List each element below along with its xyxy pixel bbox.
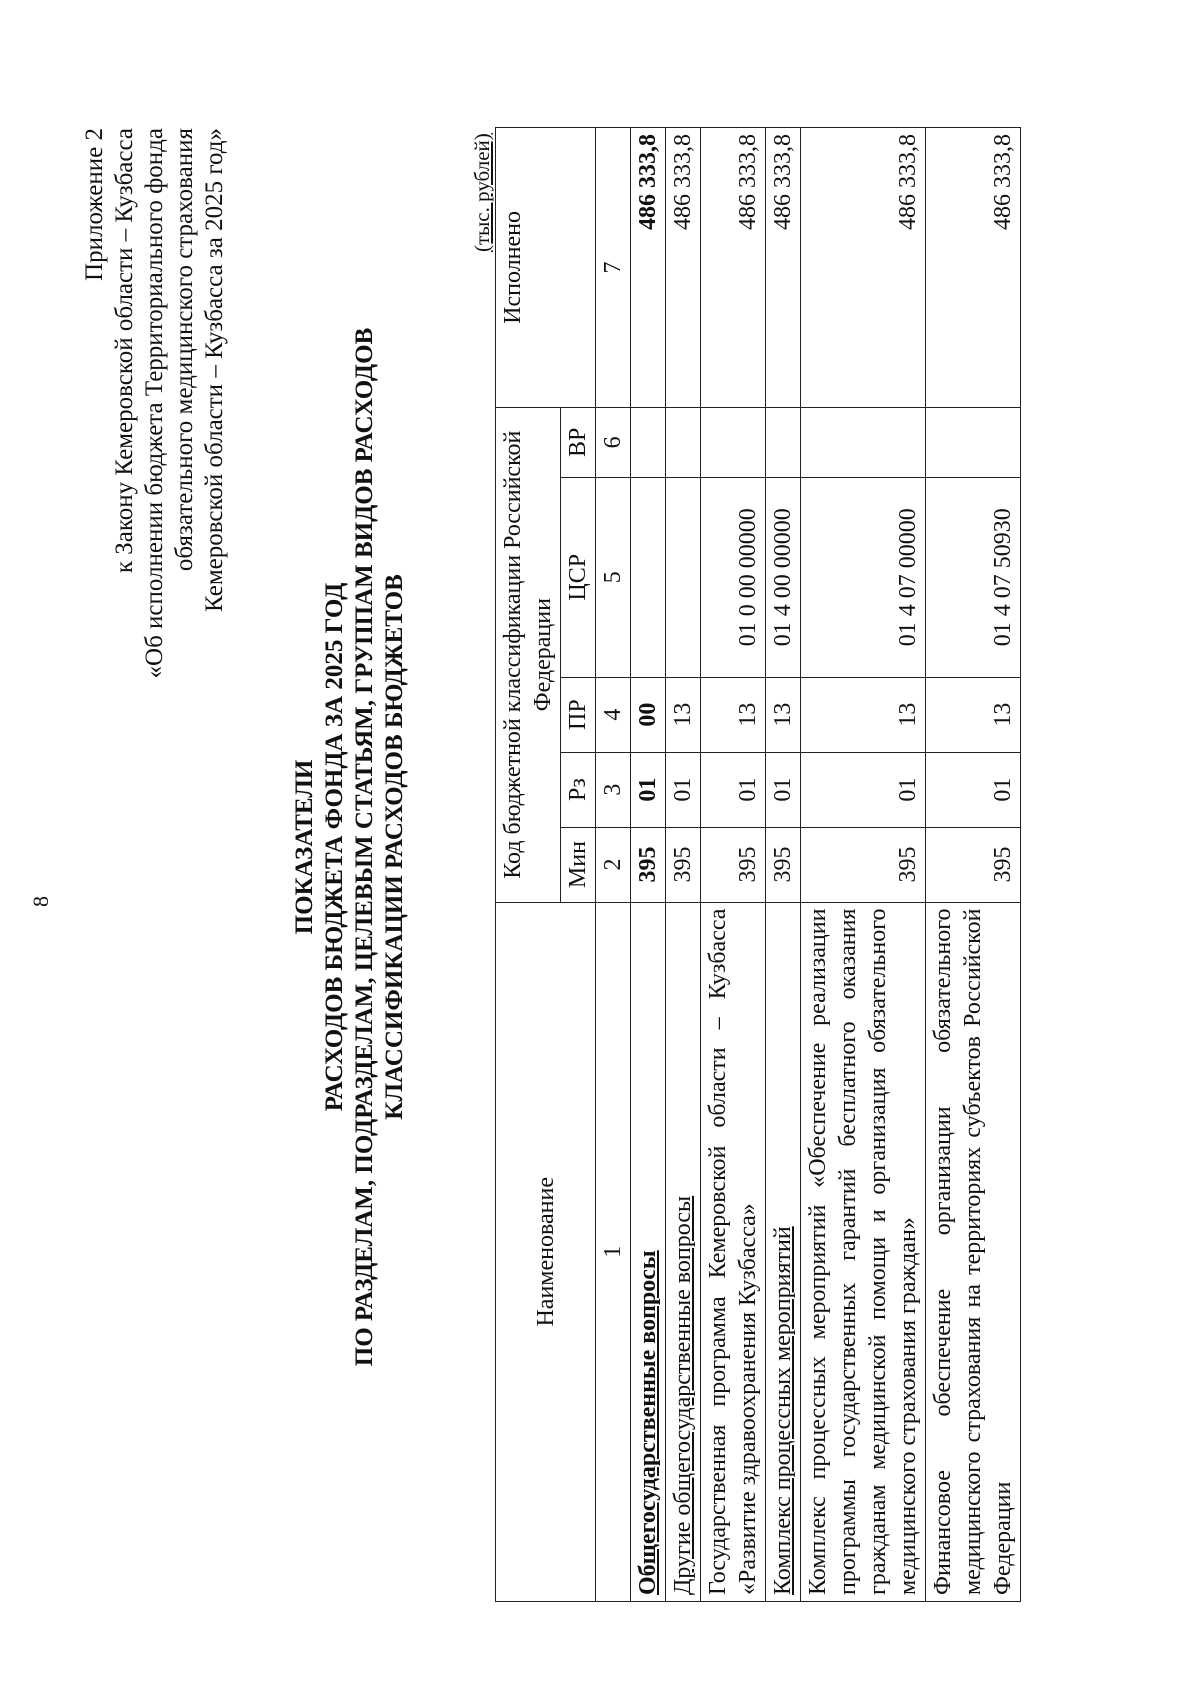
row-pr: 13 bbox=[926, 677, 1021, 752]
row-name bbox=[666, 902, 701, 1601]
row-name: Комплекс процессных мероприятий «Обеспечение реализации программы государственных гарантий бесплатного оказания гражданам медицинской помощи и организация обязательного медицинского страхования граждан» bbox=[801, 902, 926, 1601]
appendix-line: Кемеровской области – Кузбасса за 2025 год» bbox=[201, 128, 228, 612]
row-vr bbox=[766, 407, 801, 477]
row-vr bbox=[801, 407, 926, 477]
header-pr: ПР bbox=[561, 677, 596, 752]
page-number: 8 bbox=[28, 896, 53, 907]
row-name bbox=[631, 902, 666, 1601]
row-rz: 01 bbox=[926, 752, 1021, 827]
header-amount: Исполнено bbox=[496, 128, 596, 408]
row-min: 395 bbox=[801, 827, 926, 902]
table-row bbox=[801, 128, 926, 1602]
header-name: Наименование bbox=[496, 902, 596, 1601]
table-row bbox=[701, 128, 766, 1602]
row-name bbox=[766, 902, 801, 1601]
appendix-header bbox=[80, 128, 230, 888]
column-number-row bbox=[596, 128, 631, 1602]
title-line: ПО РАЗДЕЛАМ, ПОДРАЗДЕЛАМ, ЦЕЛЕВЫМ СТАТЬЯМ, ГРУППАМ ВИДОВ РАСХОДОВ bbox=[351, 327, 378, 1367]
row-min: 395 bbox=[926, 827, 1021, 902]
table-row bbox=[631, 128, 666, 1602]
row-pr: 13 bbox=[766, 677, 801, 752]
row-min: 395 bbox=[666, 827, 701, 902]
column-number: 7 bbox=[596, 128, 631, 408]
row-min: 395 bbox=[631, 827, 666, 902]
row-pr: 13 bbox=[666, 677, 701, 752]
row-vr bbox=[701, 407, 766, 477]
column-number: 5 bbox=[596, 477, 631, 677]
column-number: 3 bbox=[596, 752, 631, 827]
row-name: Финансовое обеспечение организации обязательного медицинского страхования на территориях субъектов Российской Федерации bbox=[926, 902, 1021, 1601]
table-row bbox=[766, 128, 801, 1602]
row-rz: 01 bbox=[631, 752, 666, 827]
row-csr: 01 4 00 00000 bbox=[766, 477, 801, 677]
row-name-text: Другие общегосударственные вопросы bbox=[670, 1195, 696, 1595]
row-rz: 01 bbox=[801, 752, 926, 827]
row-rz: 01 bbox=[666, 752, 701, 827]
column-number: 6 bbox=[596, 407, 631, 477]
row-pr: 00 bbox=[631, 677, 666, 752]
appendix-line: Приложение 2 bbox=[81, 128, 108, 281]
row-csr bbox=[666, 477, 701, 677]
row-amount: 486 333,8 bbox=[926, 128, 1021, 408]
row-rz: 01 bbox=[701, 752, 766, 827]
column-number: 1 bbox=[596, 902, 631, 1601]
header-rz: Рз bbox=[561, 752, 596, 827]
row-csr bbox=[631, 477, 666, 677]
appendix-line: «Об исполнении бюджета Территориального фонда bbox=[141, 128, 168, 679]
title-line: КЛАССИФИКАЦИИ РАСХОДОВ БЮДЖЕТОВ bbox=[381, 574, 408, 1120]
appendix-line: к Закону Кемеровской области – Кузбасса bbox=[111, 128, 138, 574]
row-amount: 486 333,8 bbox=[631, 128, 666, 408]
expenses-table bbox=[495, 127, 1021, 1602]
table-row bbox=[926, 128, 1021, 1602]
title-line: РАСХОДОВ БЮДЖЕТА ФОНДА ЗА 2025 ГОД bbox=[321, 582, 348, 1112]
row-csr: 01 4 07 50930 bbox=[926, 477, 1021, 677]
row-vr bbox=[926, 407, 1021, 477]
units-label: (тыс. рублей) bbox=[470, 133, 494, 252]
row-rz: 01 bbox=[766, 752, 801, 827]
row-name: Государственная программа Кемеровской области – Кузбасса «Развитие здравоохранения Кузбасса» bbox=[701, 902, 766, 1601]
column-number: 4 bbox=[596, 677, 631, 752]
row-name-text: Комплекс процессных мероприятий bbox=[770, 1226, 796, 1595]
row-min: 395 bbox=[766, 827, 801, 902]
row-csr: 01 4 07 00000 bbox=[801, 477, 926, 677]
row-amount: 486 333,8 bbox=[666, 128, 701, 408]
document-title bbox=[290, 137, 410, 1557]
header-min: Мин bbox=[561, 827, 596, 902]
header-code-group: Код бюджетной классификации Российской Федерации bbox=[496, 407, 561, 902]
header-vr: ВР bbox=[561, 407, 596, 477]
row-vr bbox=[631, 407, 666, 477]
row-amount: 486 333,8 bbox=[701, 128, 766, 408]
title-line: ПОКАЗАТЕЛИ bbox=[291, 759, 318, 935]
column-number: 2 bbox=[596, 827, 631, 902]
row-pr: 13 bbox=[801, 677, 926, 752]
row-pr: 13 bbox=[701, 677, 766, 752]
row-amount: 486 333,8 bbox=[766, 128, 801, 408]
row-vr bbox=[666, 407, 701, 477]
appendix-line: обязательного медицинского страхования bbox=[171, 128, 198, 572]
row-amount: 486 333,8 bbox=[801, 128, 926, 408]
row-min: 395 bbox=[701, 827, 766, 902]
table-row bbox=[666, 128, 701, 1602]
row-name-text: Общегосударственные вопросы bbox=[635, 1250, 661, 1595]
header-csr: ЦСР bbox=[561, 477, 596, 677]
row-csr: 01 0 00 00000 bbox=[701, 477, 766, 677]
